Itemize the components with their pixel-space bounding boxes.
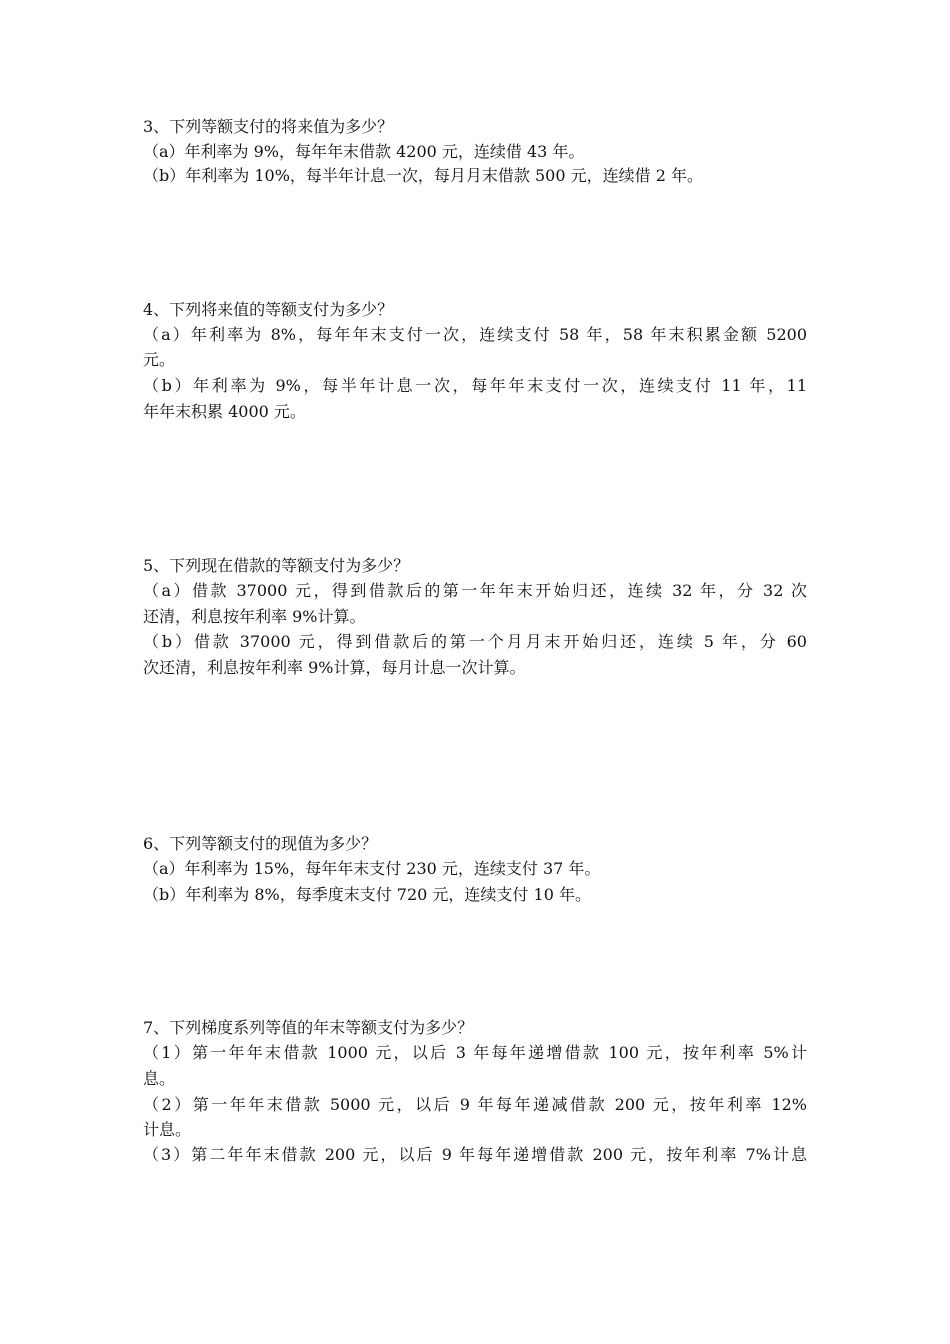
- question-7-part-1-line2: 息。: [143, 1069, 176, 1088]
- question-4-part-a-line1: （a）年利率为 8%，每年年末支付一次，连续支付 58 年，58 年末积累金额 5200: [143, 325, 807, 344]
- question-5-title: 5、下列现在借款的等额支付为多少？: [143, 556, 410, 575]
- question-5-part-b-line2: 次还清，利息按年利率 9%计算，每月计息一次计算。: [143, 658, 526, 677]
- question-3-title: 3、下列等额支付的将来值为多少？: [143, 117, 394, 136]
- question-4-title: 4、下列将来值的等额支付为多少？: [143, 300, 394, 319]
- question-5-part-a-line1: （a）借款 37000 元，得到借款后的第一年年末开始归还，连续 32 年，分 32 次: [143, 581, 807, 600]
- question-7-part-1-line1: （1）第一年年末借款 1000 元，以后 3 年每年递增借款 100 元，按年利率 5%计: [143, 1043, 807, 1062]
- question-3-part-a: （a）年利率为 9%，每年年末借款 4200 元，连续借 43 年。: [143, 142, 585, 161]
- question-6-part-b: （b）年利率为 8%，每季度末支付 720 元，连续支付 10 年。: [143, 885, 591, 904]
- question-5-part-a-line2: 还清，利息按年利率 9%计算。: [143, 607, 366, 626]
- question-7-part-3-line1: （3）第二年年末借款 200 元，以后 9 年每年递增借款 200 元，按年利率 7%计息: [143, 1145, 807, 1164]
- question-6-part-a: （a）年利率为 15%，每年年末支付 230 元，连续支付 37 年。: [143, 859, 601, 878]
- question-4-part-b-line2: 年年末积累 4000 元。: [143, 402, 306, 421]
- question-5-part-b-line1: （b）借款 37000 元，得到借款后的第一个月月末开始归还，连续 5 年，分 60: [143, 632, 807, 651]
- question-3-part-b: （b）年利率为 10%，每半年计息一次，每月月末借款 500 元，连续借 2 年。: [143, 166, 703, 185]
- question-7-part-2-line2: 计息。: [143, 1120, 192, 1139]
- question-4-part-a-line2: 元。: [143, 350, 176, 369]
- question-7-title: 7、下列梯度系列等值的年末等额支付为多少？: [143, 1018, 474, 1037]
- question-7-part-2-line1: （2）第一年年末借款 5000 元，以后 9 年每年递减借款 200 元，按年利率 12%: [143, 1095, 807, 1114]
- question-6-title: 6、下列等额支付的现值为多少？: [143, 834, 378, 853]
- question-4-part-b-line1: （b）年利率为 9%，每半年计息一次，每年年末支付一次，连续支付 11 年，11: [143, 376, 807, 395]
